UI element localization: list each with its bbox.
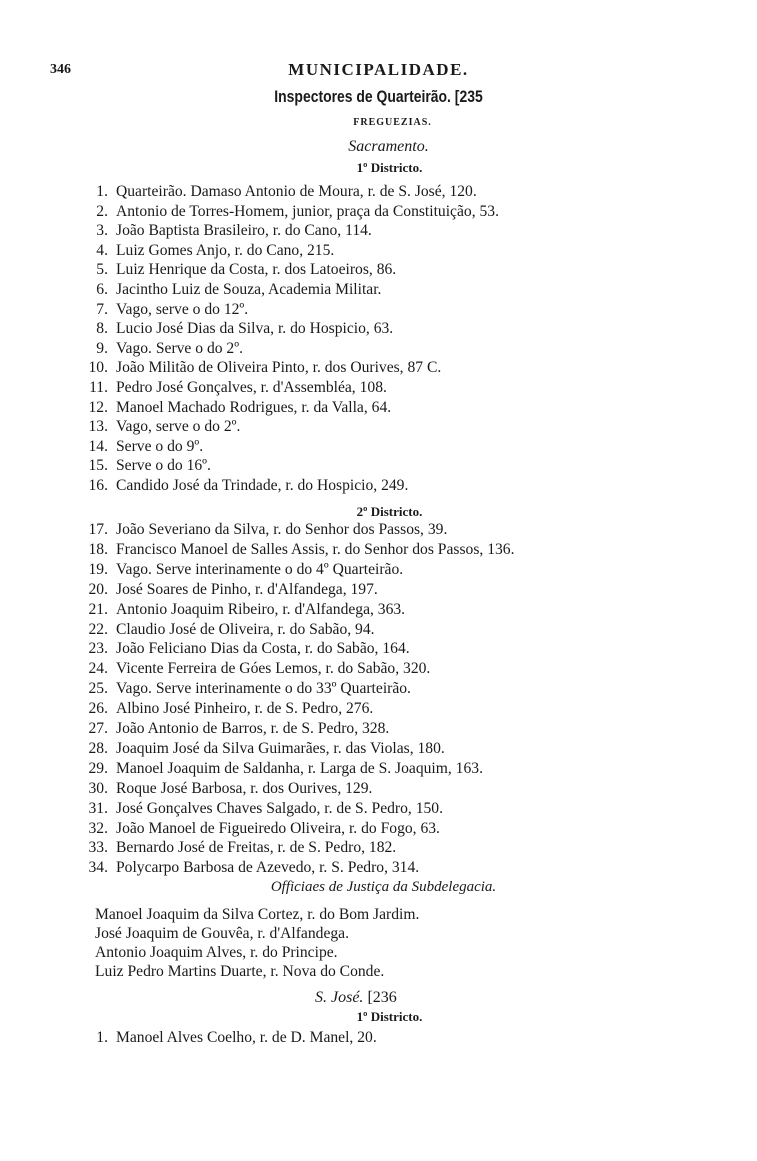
list-item [0, 477, 408, 495]
item-number: 4. [96, 241, 108, 259]
district-heading-1: 1º Districto. [356, 160, 423, 175]
item-number: 27. [88, 720, 108, 737]
item-number: 14. [88, 437, 108, 455]
list-item [0, 281, 381, 299]
list-item [0, 183, 477, 201]
item-text: Albino José Pinheiro, r. de S. Pedro, 276. [116, 700, 374, 718]
item-number: 18. [88, 540, 108, 558]
item-number: 1. [96, 1029, 108, 1046]
item-number: 24. [88, 660, 108, 678]
item-text: Francisco Manoel de Salles Assis, r. do Senhor dos Passos, 136. [116, 540, 515, 558]
item-number: 10. [88, 359, 108, 377]
list-item [0, 399, 391, 417]
item-text: Roque José Barbosa, r. dos Ourives, 129. [116, 779, 373, 797]
item-text: Manoel Alves Coelho, r. de D. Manel, 20. [116, 1029, 377, 1046]
item-number: 7. [96, 300, 108, 318]
item-text: João Militão de Oliveira Pinto, r. dos Ourives, 87 C. [116, 359, 442, 377]
item-number: 6. [96, 281, 108, 298]
page-number: 346 [50, 62, 71, 77]
item-number: 21. [88, 600, 108, 618]
item-text: Luiz Gomes Anjo, r. do Cano, 215. [116, 241, 335, 259]
list-item [0, 1029, 377, 1047]
item-text: Vago, serve o do 12º. [116, 300, 249, 318]
list-item [0, 561, 403, 579]
list-item [0, 820, 440, 838]
item-number: 2. [96, 202, 108, 220]
item-text: Antonio de Torres-Homem, junior, praça da Constituição, 53. [116, 202, 499, 220]
item-number: 26. [88, 700, 108, 718]
list-item [0, 261, 396, 279]
list-item [0, 660, 430, 678]
item-text: Luiz Henrique da Costa, r. dos Latoeiros, 86. [116, 261, 397, 279]
item-number: 17. [88, 521, 108, 538]
list-item [0, 740, 445, 758]
item-text: João Baptista Brasileiro, r. do Cano, 114. [116, 222, 372, 240]
freguezias-heading: FREGUEZIAS. [353, 117, 432, 128]
item-number: 19. [88, 560, 108, 578]
item-number: 32. [88, 819, 108, 837]
page-marker: [236 [367, 989, 397, 1006]
list-item [0, 222, 372, 240]
list-item [0, 601, 405, 619]
item-number: 3. [96, 222, 108, 240]
list-item [0, 379, 387, 397]
list-item [0, 359, 441, 377]
item-number: 9. [96, 339, 108, 357]
list-item [0, 438, 203, 456]
list-item [0, 720, 389, 738]
list-item [0, 640, 410, 658]
item-number: 15. [88, 457, 108, 475]
item-text: José Gonçalves Chaves Salgado, r. de S. Pedro, 150. [116, 799, 443, 817]
item-number: 12. [88, 398, 108, 416]
district-heading-2: 2º Districto. [356, 504, 423, 519]
list-item [0, 521, 447, 539]
list-item [0, 340, 243, 358]
item-number: 11. [89, 379, 108, 396]
running-head: MUNICIPALIDADE. [288, 60, 469, 79]
item-text: Vicente Ferreira de Góes Lemos, r. do Sabão, 320. [116, 660, 431, 678]
list-item [0, 242, 334, 260]
list-item [0, 541, 515, 559]
item-text: Joaquim José da Silva Guimarães, r. das Violas, 180. [116, 739, 445, 757]
list-item [0, 621, 375, 639]
list-item [0, 680, 411, 698]
item-text: José Soares de Pinho, r. d'Alfandega, 197. [116, 580, 378, 598]
item-text: Lucio José Dias da Silva, r. do Hospicio, 63. [116, 320, 394, 338]
item-number: 1. [96, 183, 108, 200]
parish-name: S. José. [315, 989, 364, 1006]
official-name: Manoel Joaquim da Silva Cortez, r. do Bom Jardim. [95, 906, 420, 923]
item-text: Bernardo José de Freitas, r. de S. Pedro, 182. [116, 839, 397, 857]
official-name: Luiz Pedro Martins Duarte, r. Nova do Conde. [95, 963, 385, 980]
item-text: Serve o do 16º. [116, 457, 211, 475]
officiaes-heading: Officiaes de Justiça da Subdelegacia. [270, 879, 497, 895]
list-item [0, 320, 393, 338]
item-text: Serve o do 9º. [116, 437, 204, 455]
item-number: 5. [96, 261, 108, 279]
section-title: Inspectores de Quarteirão. [235 [274, 87, 483, 106]
item-number: 8. [96, 320, 108, 338]
item-text: Vago. Serve interinamente o do 33º Quarteirão. [116, 680, 411, 698]
item-number: 13. [88, 418, 108, 436]
item-text: Manoel Joaquim de Saldanha, r. Larga de S. Joaquim, 163. [116, 759, 483, 777]
list-item [0, 457, 211, 475]
item-number: 23. [88, 640, 108, 658]
item-number: 30. [88, 779, 108, 797]
list-item [0, 581, 378, 599]
item-text: João Severiano da Silva, r. do Senhor dos Passos, 39. [116, 521, 448, 538]
district-heading-sao-jose-1: 1º Districto. [356, 1009, 423, 1024]
list-item [0, 800, 443, 818]
list-item [0, 203, 499, 221]
item-number: 34. [88, 859, 108, 877]
item-text: João Manoel de Figueiredo Oliveira, r. do Fogo, 63. [116, 819, 440, 837]
parish-heading-sacramento: Sacramento. [348, 138, 429, 155]
list-item [0, 418, 240, 436]
item-text: João Antonio de Barros, r. de S. Pedro, 328. [116, 720, 390, 737]
item-number: 29. [88, 759, 108, 777]
item-number: 20. [88, 580, 108, 598]
list-item [0, 780, 372, 798]
item-text: Polycarpo Barbosa de Azevedo, r. S. Pedro, 314. [116, 859, 420, 877]
item-text: Vago. Serve o do 2º. [116, 339, 243, 357]
item-text: Manoel Machado Rodrigues, r. da Valla, 64. [116, 398, 392, 416]
official-name: José Joaquim de Gouvêa, r. d'Alfandega. [95, 925, 349, 942]
list-item [0, 859, 419, 877]
item-number: 16. [88, 477, 108, 494]
list-item [0, 301, 248, 319]
item-text: Jacintho Luiz de Souza, Academia Militar. [116, 281, 382, 298]
official-name: Antonio Joaquim Alves, r. do Principe. [95, 944, 338, 961]
item-number: 33. [88, 839, 108, 857]
list-item [0, 700, 373, 718]
item-text: Pedro José Gonçalves, r. d'Assembléa, 108. [116, 379, 387, 396]
item-number: 28. [88, 739, 108, 757]
item-text: Vago. Serve interinamente o do 4º Quarteirão. [116, 560, 404, 578]
item-number: 31. [88, 799, 108, 817]
item-number: 25. [88, 680, 108, 698]
item-text: João Feliciano Dias da Costa, r. do Sabão, 164. [116, 640, 410, 658]
list-item [0, 760, 483, 778]
list-item [0, 839, 396, 857]
parish-heading-sao-jose [315, 989, 397, 1007]
item-text: Antonio Joaquim Ribeiro, r. d'Alfandega, 363. [116, 600, 406, 618]
item-text: Quarteirão. Damaso Antonio de Moura, r. de S. José, 120. [116, 183, 477, 200]
item-number: 22. [88, 620, 108, 638]
item-text: Candido José da Trindade, r. do Hospicio, 249. [116, 477, 409, 494]
item-text: Claudio José de Oliveira, r. do Sabão, 94. [116, 620, 375, 638]
item-text: Vago, serve o do 2º. [116, 418, 241, 436]
